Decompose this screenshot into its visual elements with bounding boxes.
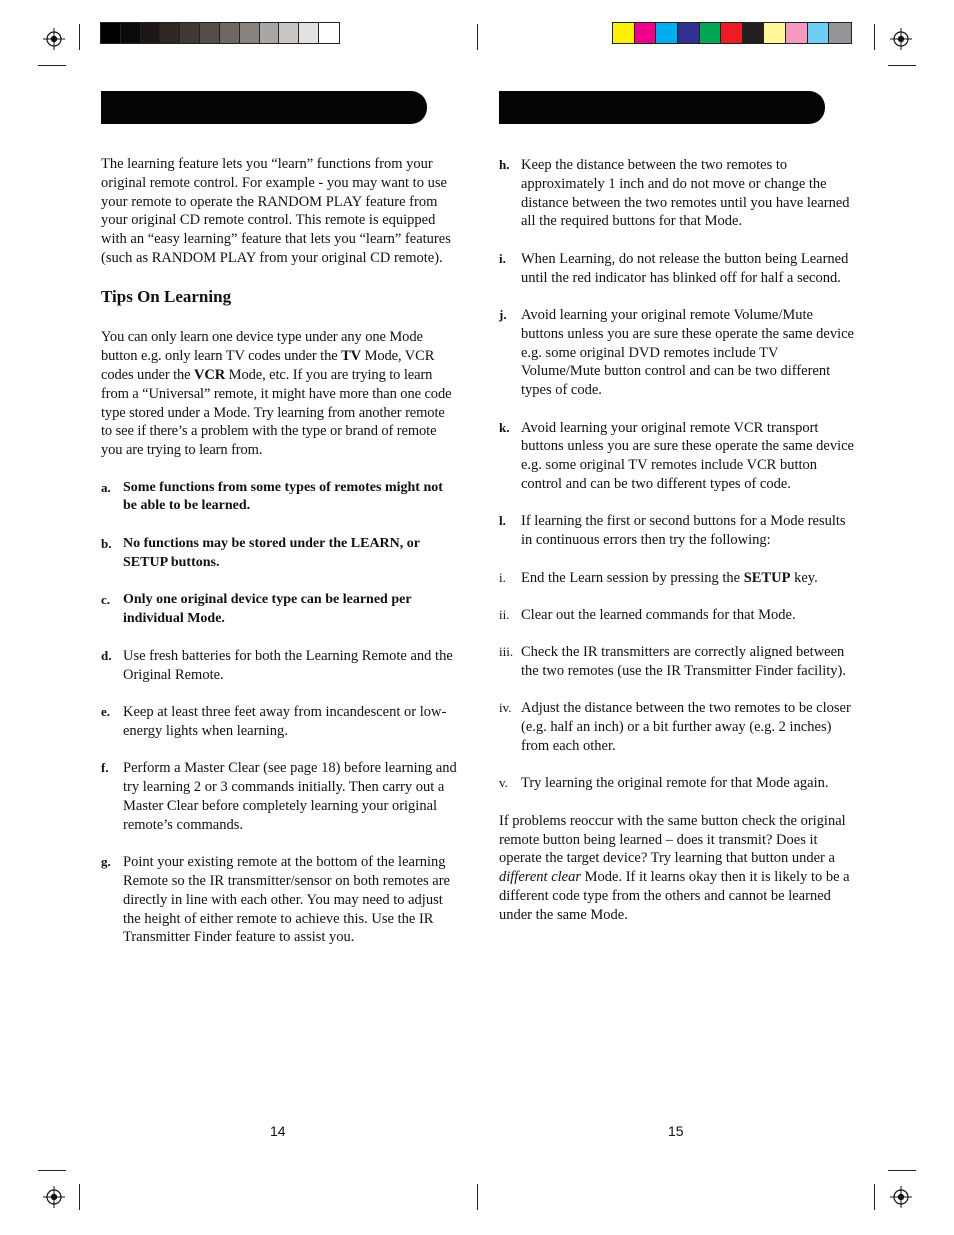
color-swatch: [656, 23, 678, 43]
tip-item-j: j. Avoid learning your original remote Volume/Mute buttons unless you are sure these operate the same device e.g. some original DVD remotes include TV Volume/Mute button control and can be two different types of code.: [499, 306, 854, 399]
page-number-left: 14: [270, 1123, 286, 1139]
right-page-column: [499, 156, 855, 943]
crop-mark: [38, 1170, 66, 1171]
color-swatch: [121, 23, 141, 43]
section-heading: Tips On Learning: [101, 287, 232, 307]
crop-mark: [79, 24, 80, 50]
tip-item-d: d. Use fresh batteries for both the Learning Remote and the Original Remote.: [101, 648, 453, 683]
tip-item-g: g. Point your existing remote at the bottom of the learning Remote so the IR transmitter/sensor on both remotes are directly in line with each other. You may need to adjust the height of either remote to achieve this. Use the IR Transmitter Finder feature to assist you.: [101, 854, 450, 946]
left-page-header-bar: [101, 91, 427, 124]
grayscale-calibration-bar: [100, 22, 340, 44]
tip-item-a: a. Some functions from some types of remotes might not be able to be learned.: [101, 479, 443, 514]
subtip-item-i: i. End the Learn session by pressing the SETUP key.: [499, 569, 818, 586]
color-swatch: [260, 23, 280, 43]
color-calibration-bar: [612, 22, 852, 44]
tip-item-c: c. Only one original device type can be learned per individual Mode.: [101, 591, 412, 626]
color-swatch: [279, 23, 299, 43]
color-swatch: [635, 23, 657, 43]
color-swatch: [101, 23, 121, 43]
color-swatch: [743, 23, 765, 43]
crop-mark: [38, 65, 66, 66]
tip-item-h: h. Keep the distance between the two remotes to approximately 1 inch and do not move or change the distance between the two remotes until you have learned all the required buttons for that Mode.: [499, 157, 850, 230]
tip-item-e: e. Keep at least three feet away from incandescent or low-energy lights when learning.: [101, 704, 447, 740]
crop-mark: [477, 24, 478, 50]
color-swatch: [319, 23, 339, 43]
color-swatch: [180, 23, 200, 43]
subtip-item-iii: iii. Check the IR transmitters are correctly aligned between the two remotes (use the IR Transmitter Finder facility).: [499, 644, 846, 680]
tip-item-b: b. No functions may be stored under the LEARN, or SETUP buttons.: [101, 535, 420, 570]
color-swatch: [721, 23, 743, 43]
page-number-right: 15: [668, 1123, 684, 1139]
color-swatch: [808, 23, 830, 43]
color-swatch: [700, 23, 722, 43]
registration-mark-icon: [43, 1186, 65, 1208]
subtip-item-iv: iv. Adjust the distance between the two remotes to be closer (e.g. half an inch) or a bit further away (e.g. 2 inches) from each other.: [499, 700, 851, 755]
registration-mark-icon: [43, 28, 65, 50]
color-swatch: [764, 23, 786, 43]
right-page-header-bar: [499, 91, 825, 124]
color-swatch: [678, 23, 700, 43]
tip-item-l: l. If learning the first or second buttons for a Mode results in continuous errors then try the following:: [499, 513, 846, 549]
crop-mark: [888, 65, 916, 66]
color-swatch: [829, 23, 851, 43]
tip-item-k: k. Avoid learning your original remote VCR transport buttons unless you are sure these operate the same device e.g. some original TV remotes include VCR button control and can be two different types of code.: [499, 419, 854, 492]
color-swatch: [240, 23, 260, 43]
tip-item-i: i. When Learning, do not release the button being Learned until the red indicator has blinked off for half a second.: [499, 250, 849, 286]
crop-mark: [874, 24, 875, 50]
crop-mark: [888, 1170, 916, 1171]
color-swatch: [160, 23, 180, 43]
registration-mark-icon: [890, 28, 912, 50]
closing-paragraph: If problems reoccur with the same button check the original remote button being learned – does it transmit? Does it operate the target device? Try learning that button under a different clear Mode. If it learns okay then it is likely to be a different code type from the others and cannot be learned under the same Mode.: [499, 812, 850, 923]
crop-mark: [477, 1184, 478, 1210]
color-swatch: [200, 23, 220, 43]
mode-paragraph: You can only learn one device type under any one Mode button e.g. only learn TV codes under the TV Mode, VCR codes under the VCR Mode, etc. If you are trying to learn from a “Universal” remote, it might have more than one code type stored under a Mode. Try learning from another remote to see if there’s a problem with the type or brand of remote you are trying to learn from.: [101, 329, 452, 459]
color-swatch: [786, 23, 808, 43]
crop-mark: [79, 1184, 80, 1210]
color-swatch: [220, 23, 240, 43]
subtip-item-ii: ii. Clear out the learned commands for that Mode.: [499, 606, 796, 623]
intro-paragraph: The learning feature lets you “learn” functions from your original remote control. For example - you may want to use your remote to operate the RANDOM PLAY feature from your original CD remote control. This remote is equipped with an “easy learning” feature that lets you “learn” features (such as RANDOM PLAY from your original CD remote).: [101, 156, 451, 266]
subtip-item-v: v. Try learning the original remote for that Mode again.: [499, 775, 829, 792]
color-swatch: [299, 23, 319, 43]
crop-mark: [874, 1184, 875, 1210]
color-swatch: [613, 23, 635, 43]
registration-mark-icon: [890, 1186, 912, 1208]
tip-item-f: f. Perform a Master Clear (see page 18) before learning and try learning 2 or 3 commands initially. Then carry out a Master Clear before completely learning your original remote’s commands.: [101, 760, 457, 833]
left-page-column: [101, 155, 457, 966]
color-swatch: [141, 23, 161, 43]
